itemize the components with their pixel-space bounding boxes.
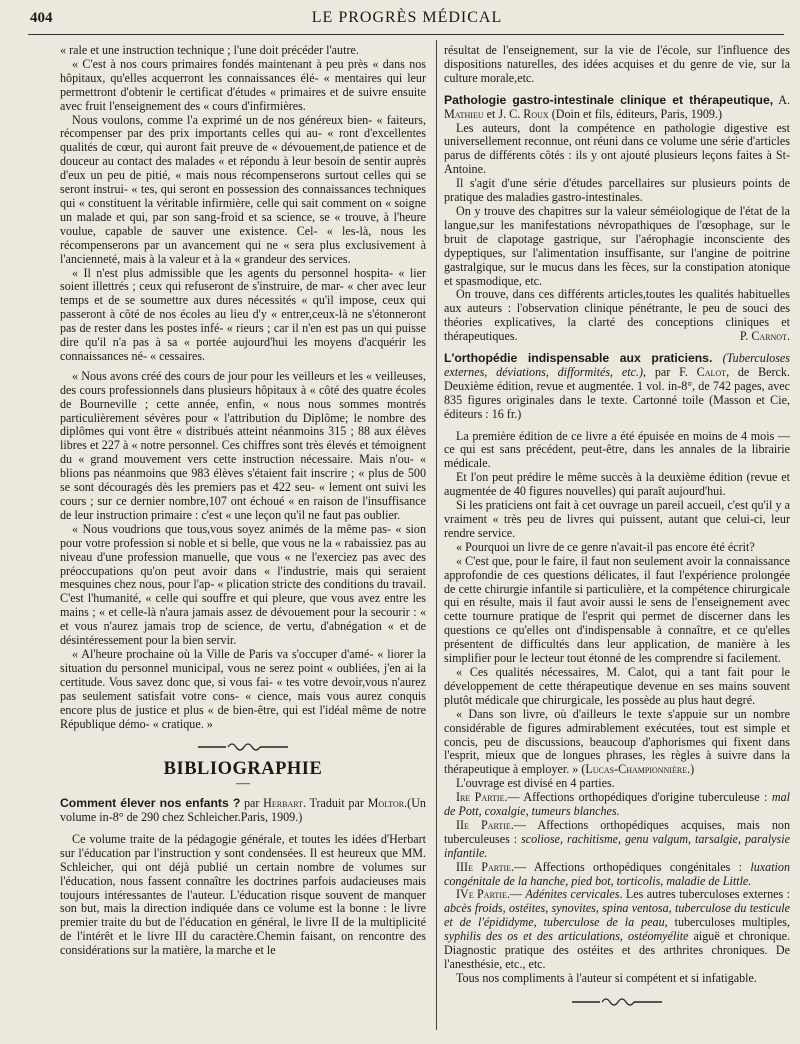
section-heading: BIBLIOGRAPHIE [163,759,323,780]
author-name: Herbart [263,796,303,811]
paragraph: L'ouvrage est divisé en 4 parties. [456,776,615,791]
text: « Dans son livre, où d'ailleurs le texte s'appuie sur un nombre considérable de figures admirablement exécutées, tout est simple et concis, peu de discussions, beaucoup d'aphorismes qui fixent dans l'esprit, mieux que de longues phrases, les règles à suivre dans la thérapeutique à employer. » ( [444,706,790,777]
book-title: Comment élever nos enfants ? [60,796,241,811]
paragraph: « Nous avons créé des cours de jour pour les veilleurs et les « veilleuses, des cours professionnels dans plusieurs hôpitaux à « côté des quatre écoles de Bourneville ; cette année, enfin, « nous nous sommes montrés particulièrement sévères pour « l'attribution du Diplôme; le nombre des diplômes qui vont être « distribués atteint néanmoins 315 ; 88 aux élèves libres et 227 à « notre personnel. Ces chiffres sont très élevés et témoignent du « grand mouvement vers cette instruction nécessaire. Mais n'ou- « blions pas néanmoins que 983 élèves s'étaient fait inscrire ; « plus de 500 se sont découragés dès les premiers pas et 422 seu- « lement ont suivi les cours ; sur ce dernier nombre,107 ont échoué « en raison de l'insuffisance de leur instruction primaire : c'est « une leçon qu'il ne faut pas oublier. [60,368,426,522]
right-column [444,44,790,1018]
part-entry [444,888,790,971]
text: .(Un volume in-8° de 290 chez Schleicher.Paris, 1909.) [60,796,426,825]
text: .) [687,762,695,777]
part-entry [444,819,790,861]
signature: P. Carnot. [739,329,790,344]
text: , tuberculoses multiples, [664,915,790,930]
text: aiguë et chronique. Diagnostic pratique des ostéites et des arthrites chroniques. De l'anesthésie, etc., etc. [444,929,790,971]
paragraph: La première édition de ce livre a été épuisée en moins de 4 mois — ce qui est sans précédent, peut-être, dans les annales de la librairie médicale. [444,428,790,471]
paragraph: « Nous voudrions que tous,vous soyez animés de la même pas- « sion pour votre profession si noble et si belle, que vous ne la « rabaissiez pas au niveau d'une profession manuelle, que vous « ne l'exerciez pas avec des préoccupations qu'on peut avoir dans « l'industrie, mais qui seraient mesquines chez nous, pour l'ap- « plication stricte des conditions du travail. C'est l'humanité, « celle qui souffre et qui pleure, que vous avez entre les mains ; « et celle-là n'aura jamais assez de dévouement pour la secourir : « et vous n'aurez jamais trop de science, de vertu, d'abnégation « et de désintéressement pour la bien servir. [60,521,426,648]
text: scoliose, rachitisme, genu valgum, tarsalgie, paralysie infantile. [444,831,790,860]
text: mal de Pott, coxalgie, tumeurs blanches. [444,790,790,819]
text: et J. C. [483,106,524,121]
text: syphilis des os et des articulations, ostéomyélite [444,929,689,944]
page-number: 404 [30,10,53,26]
paragraph: « Al'heure prochaine où la Ville de Paris va s'occuper d'amé- « liorer la situation du personnel municipal, vous ne serez point « oubliées, j'en ai la certitude. Vous savez donc que, si vous fai- « tes votre devoir,vous n'aurez pas seulement satisfait votre cons- « cience, mais vous aurez conquis encore plus de justice et plus « de bien-être, qui est l'idéal même de notre République démo- « cratique. » [60,646,426,731]
ornament-divider [60,741,426,757]
bibliography-entry-header [444,94,790,122]
text: (Doin et fils, éditeurs, Paris, 1909.) [548,106,723,121]
text: On trouve, dans ces différents articles,toutes les qualités habituelles aux auteurs : l'observation clinique pénétrante, le peu de souci des théories explicatives, la clarté des conceptions cliniques et thérapeutiques. [444,287,790,344]
ornament-divider [444,996,790,1012]
part-label: IIIe Partie [456,859,512,874]
text: A. [773,92,790,107]
bibliography-entry-header [60,797,426,825]
citation-author: Lucas-Championnière [585,762,688,777]
paragraph: Si les praticiens ont fait à cet ouvrage un pareil accueil, c'est qu'il y a vraiment « très peu de livres qui puissent, autant que celui-ci, leur rendre service. [444,498,790,540]
part-label: Ire Partie [456,790,505,805]
text: Adénites cervicales [525,887,620,902]
text: , par F. [643,364,697,379]
text: luxation congénitale de la hanche, pied bot, torticolis, maladie de Little. [444,859,791,888]
section-dash: — [236,776,250,792]
text: abcès froids, ostéites, synovites, spina ventosa, tuberculose du testicule et de l'épididyme, tuberculose de la peau [444,901,790,930]
column-divider [436,40,437,1030]
paragraph: « Pourquoi un livre de ce genre n'avait-il pas encore été écrit? [456,539,755,554]
paragraph [444,708,790,778]
text: .— Affections orthopédiques acquises, mais non tuberculeuses : [444,817,790,846]
author-name: Mathieu [444,106,484,121]
part-label: IVe Partie [456,887,507,902]
paragraph: Les auteurs, dont la compétence en pathologie digestive est universellement reconnue, ont réuni dans ce volume une série d'articles parus de différents côtés : ils y ont ajouté plusieurs leçons faites à St-Antoine. [444,120,790,177]
part-entry [444,791,790,819]
header-rule [28,34,784,35]
paragraph: « C'est à nos cours primaires fondés maintenant à peu près « dans nos hôpitaux, qu'elles acquerront les connaissances élé- « mentaires qui leur permettront d'obtenir le certificat d'études « primaires et de suivre ensuite avec fruit l'enseignement des « cours d'infirmières. [60,56,426,113]
text: par [240,796,264,811]
bibliography-entry-header [444,352,790,422]
translator-name: Moltor [367,796,405,811]
paragraph: Et l'on peut prédire le même succès à la deuxième édition (revue et augmentée de 40 figures nouvelles) qui paraît aujourd'hui. [444,470,790,499]
page-header [30,6,784,36]
review-body: Ce volume traite de la pédagogie générale, et toutes les idées d'Herbart sur l'éducation par l'instruction y sont condensées. Il est heureux que MM. Schleicher, qui ont déjà publié un certain nombre de volumes sur l'éducation, nous fassent connaître les doctrines parfois audacieuses mais toujours intéressantes de l'auteur. L'éducation risque souvent de manquer son but, mais la direction indiquée dans ce volume est la bonne : le livre premier traite du but de l'éducation en général, le livre II de la multiplicité de l'intérêt et le livre III du caractère.Chemin faisant, on rencontre des considérations sur la matière, la marche et le [60,831,426,958]
subtitle: (Tuberculoses externes, déviations, difformités, etc.) [444,351,791,379]
author-name: Calot [696,364,727,379]
paragraph: Nous voulons, comme l'a exprimé un de nos généreux bien- « faiteurs, récompenser par des prix importants celles qui au- « ront d'excellentes qualités de cœur, qui auront fait preuve de « dévouement,de patience et de douceur au contact des malades « et répondu à leur besoin de sentir auprès d'eux un peu de pitié, « mais nous récompenserons surtout celles qui se seront instrui- « tes, qui seront en possession des connaissances techniques qui « constituent la véritable infirmière, celle qui sait comment on « soigne un malade et qui, par son sang-froid et sa science, se « trouve, à l'heure voulue, capable de sauver une existence. Cel- « les-là, nous les récompenserons par un avancement qui ne « sera plus exclusivement à l'ancienneté, mais à la valeur et à la « grandeur des services. [60,112,426,266]
text: . Les autres tuberculoses externes : [619,887,790,902]
paragraph [444,288,790,344]
paragraph: On y trouve des chapitres sur la valeur séméiologique de l'état de la langue,sur les manifestations névropathiques de l'œsophage, sur le bruit de clapotage gastrique, sur l'aérophagie inconsciente des dypeptiques, sur l'alimentation insuffisante, sur l'angine de poitrine gastralgique, sur le mucus dans les fèces, sur la constipation atonique et spasmodique, etc. [444,203,790,288]
text: . Traduit par [302,796,368,811]
text: .— [506,887,526,902]
text: .— Affections orthopédiques congénitales : [511,859,751,874]
part-label: IIe Partie [456,817,511,832]
part-entry [444,861,790,889]
left-column [60,44,426,958]
running-title: LE PROGRÈS MÉDICAL [311,9,503,26]
paragraph: « C'est que, pour le faire, il faut non seulement avoir la connaissance approfondie de ces questions délicates, il faut l'expérience prolongée de cette chirurgie infantile si particulière, et la compétence chirurgicale qui en résulte, mais il faut avoir aussi le sens de l'enseignement avec cette tournure pratique de l'esprit qui permet de discerner dans les questions ce qu'elles ont d'indispensable à connaître, et ce qu'elles présentent de difficultés dans leur application, de manière à les simplifier pour le lecteur tout étonné de les comprendre si facilement. [444,553,790,666]
paragraph: « Ces qualités nécessaires, M. Calot, qui a tant fait pour le développement de cette thérapeutique devenue en ses mains souvent plutôt médicale que chirurgicale, les possède au plus haut degré. [444,664,790,707]
text: , de Berck. Deuxième édition, revue et augmentée. 1 vol. in-8°, de 742 pages, avec 835 figures originales dans le texte. Cartonné toile (Masson et Cie, éditeurs : 16 fr.) [444,364,790,421]
author-name: Roux [523,106,549,121]
paragraph: « rale et une instruction technique ; l'une doit précéder l'autre. [60,43,359,57]
paragraph: « Il n'est plus admissible que les agents du personnel hospita- « lier soient illettrés ; ceux qui refuseront de s'instruire, de mar- « cher avec leur temps et de se soumettre aux dures nécessités « qu'il impose, ceux qui passeront à côté de nos écoles au lieu d'y « entrer,ceux-là ne s'étonneront pas de rester dans les postes infé- « rieurs ; car il n'en est pas un qui puisse dire qu'il n'a pas à sa « portée aujourd'hui les moyens d'acquérir les connaissances né- « cessaires. [60,265,426,363]
paragraph: Tous nos compliments à l'auteur si compétent et si infatigable. [456,970,757,985]
book-title: L'orthopédie indispensable aux praticiens. [444,351,713,366]
book-title: Pathologie gastro-intestinale clinique et thérapeutique, [444,92,774,107]
paragraph: résultat de l'enseignement, sur la vie de l'école, sur l'influence des dispositions naturelles, des idées acquises et du genre de vie, sur la culture morale,etc. [444,43,790,85]
paragraph: Il s'agit d'une série d'études parcellaires sur plusieurs points de pratique des maladies gastro-intestinales. [444,176,790,205]
text: .— Affections orthopédiques d'origine tuberculeuse : [504,790,772,805]
